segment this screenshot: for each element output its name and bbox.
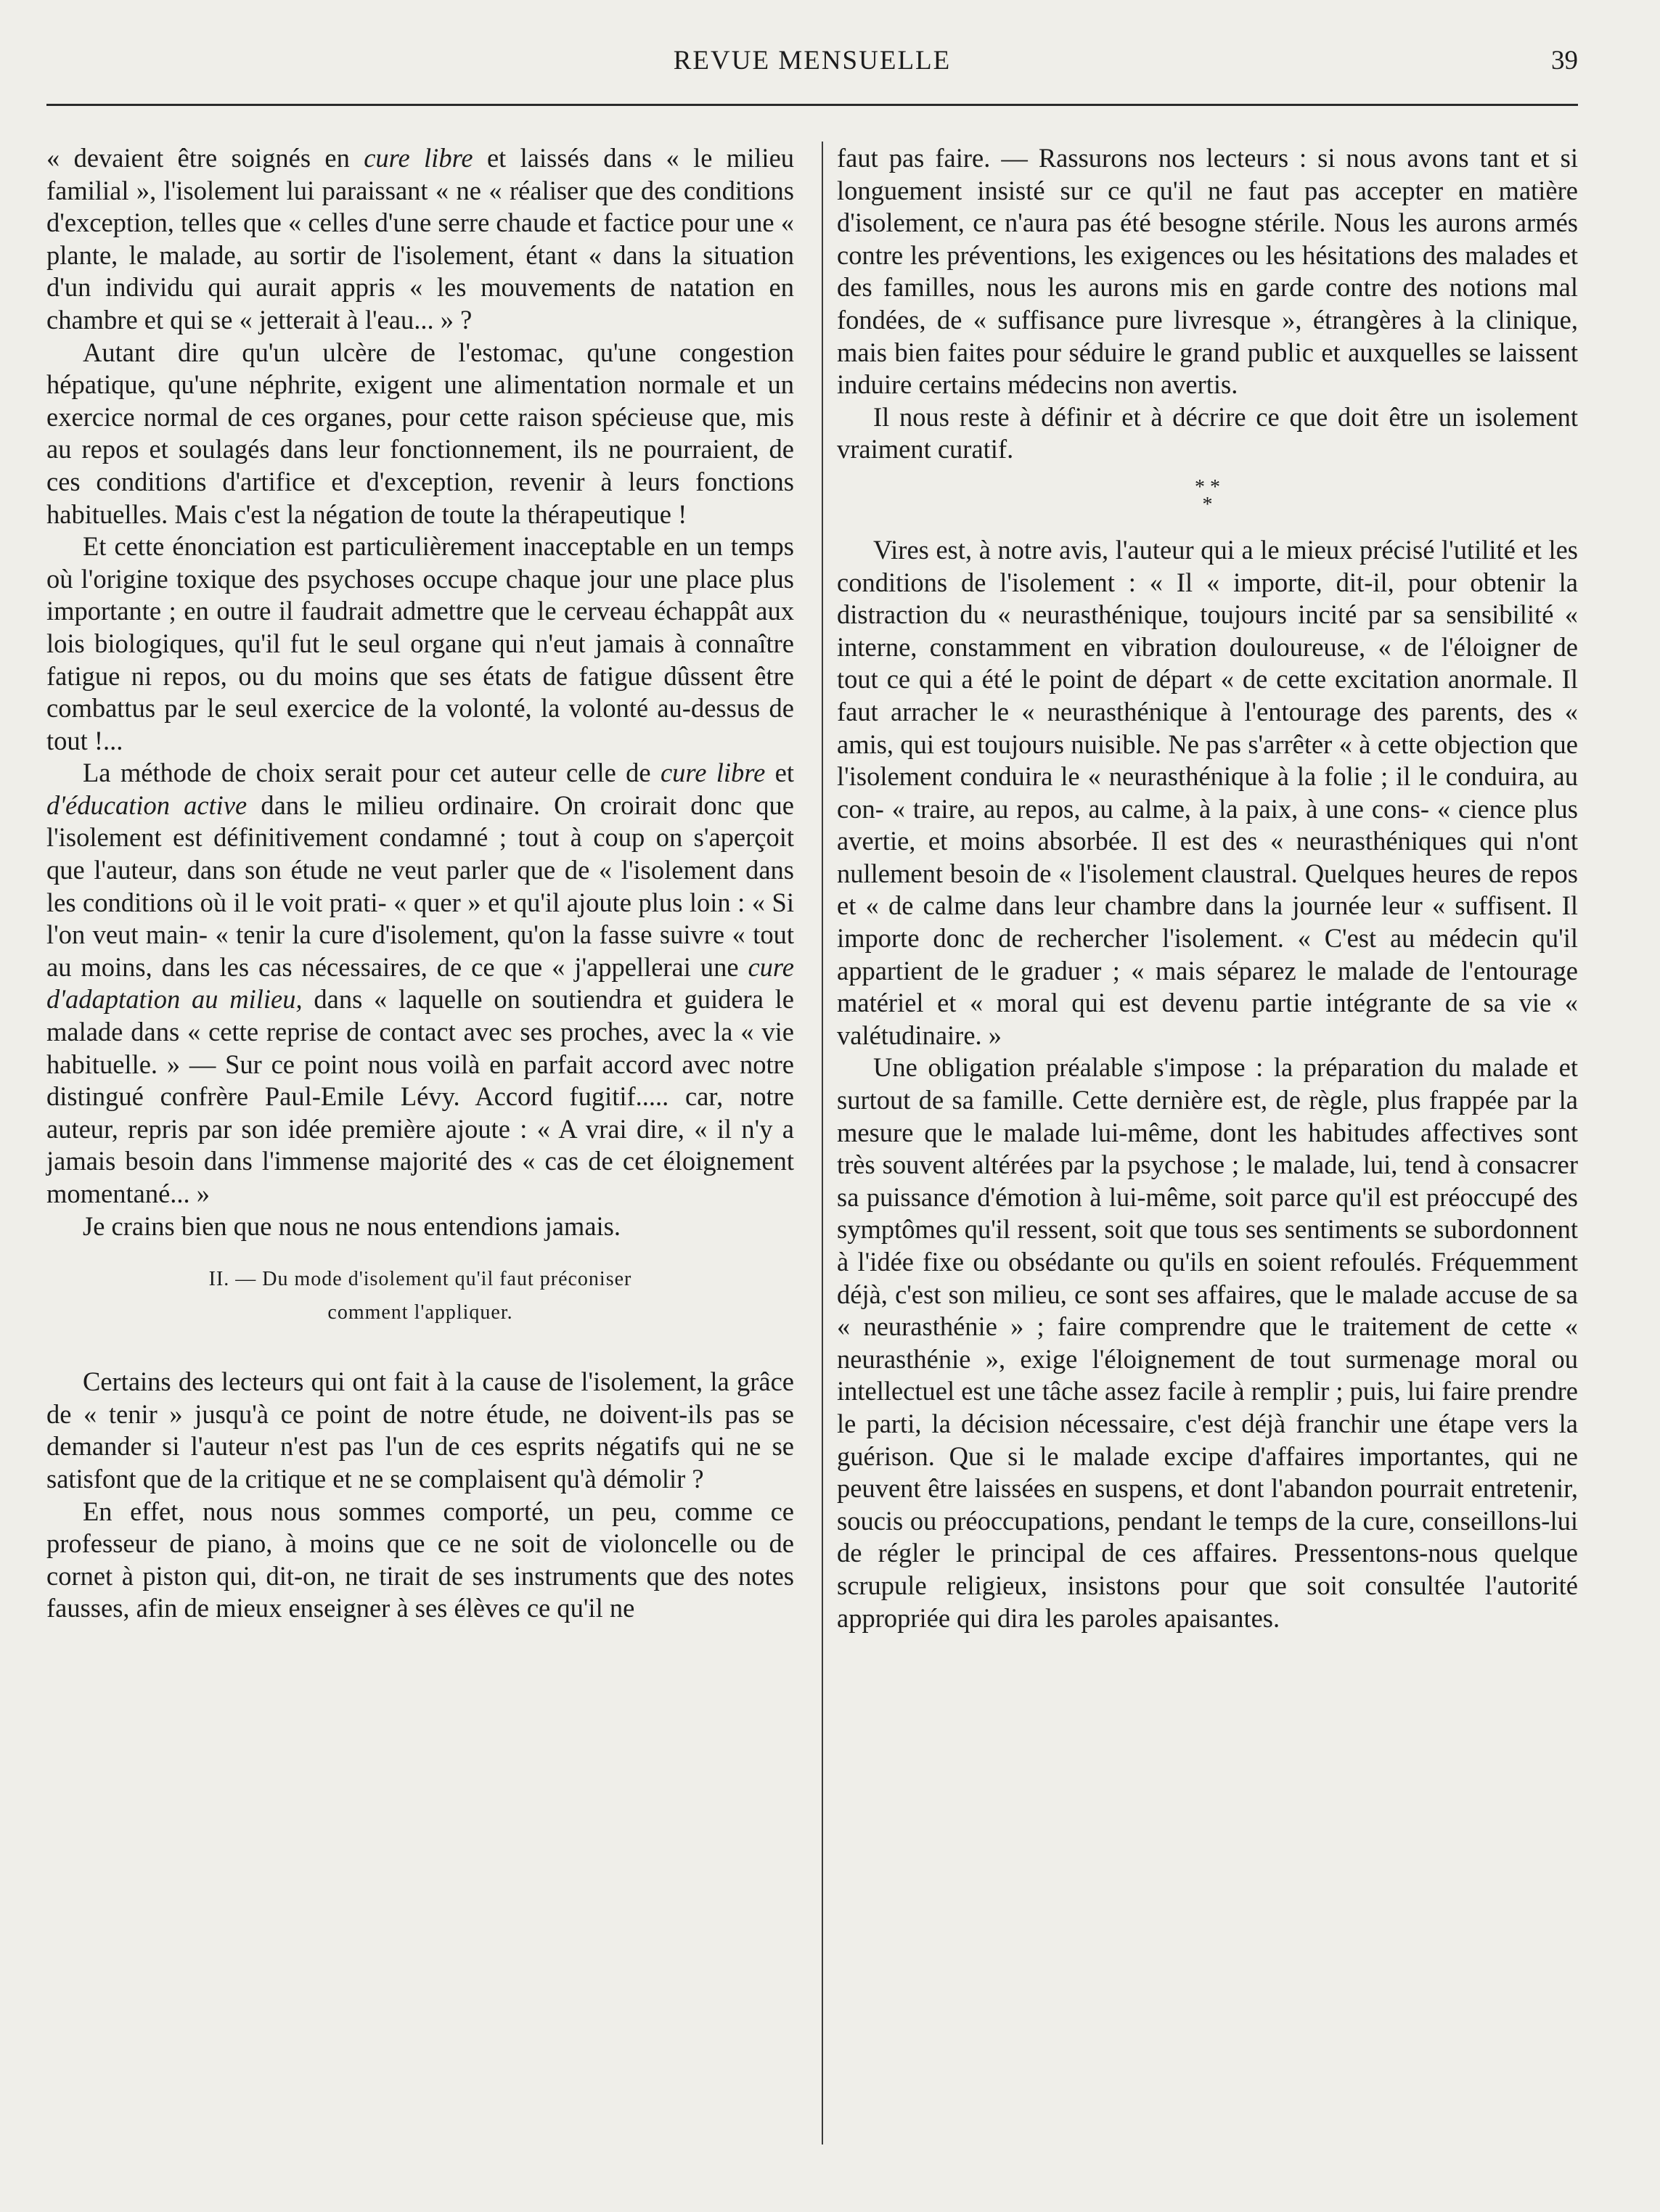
asterism: * * * — [1195, 475, 1220, 516]
paragraph-method-of-choice: La méthode de choix serait pour cet auteur celle de cure libre et d'éducation active dans le milieu ordinaire. On croirait donc que l'isolement est définitivement condamné ; tout à coup on s'aperçoit que l'auteur, dans son étude ne veut parler que de « l'isolement dans les conditions où il le voit prati- « quer » et qu'il ajoute plus loin : « Si l'on veut main- « tenir la cure d'isolement, qu'on la fasse suivre « tout au moins, dans les cas nécessaires, de ce que « j'appellerai une cure d'adaptation au milieu, dans « laquelle on soutiendra et guidera le malade dans « cette reprise de contact avec ses proches, avec la « vie habituelle. » — Sur ce point nous voilà en parfait accord avec notre distingué confrère Paul-Emile Lévy. Accord fugitif..... car, notre auteur, repris par son idée première ajoute : « A vrai dire, « il n'y a jamais besoin dans l'immense majorité des « cas de cet éloignement momentané... » — [46, 758, 795, 1208]
paragraph-never-agree: Je crains bien que nous ne nous entendions jamais. — [83, 1211, 621, 1241]
paragraph-toxic-origin: Et cette énonciation est particulièrement inacceptable en un temps où l'origine toxique des psychoses occupe chaque jour une place plus importante ; en outre il faudrait admettre que le cerveau échappât aux lois biologiques, qu'il fut le seul organe qui n'eut jamais à connaître fatigue ni repos, ou du moins que ses états de fatigue dûssent être combattus par le seul exercice de la volonté, la volonté au-dessus de tout !... — [46, 531, 794, 755]
paragraph-readers: Certains des lecteurs qui ont fait à la cause de l'isolement, la grâce de « tenir » jusqu'à ce point de notre étude, ne doivent-ils pas se demander si l'auteur n'est pas l'un de ces esprits négatifs qui ne se satisfont que de la critique et ne se complaisent qu'à démolir ? — [46, 1367, 794, 1494]
paragraph-reassure-readers: faut pas faire. — Rassurons nos lecteurs : si nous avons tant et si longuement insisté sur ce qu'il ne faut pas accepter en matière d'isolement, ce n'aura pas été besogne stérile. Nous les aurons armés contre les préventions, les exigences ou les hésitations des malades et des familles, nous les aurons mis en garde contre des notions mal fondées, de « suffisance pure livresque », étrangères à la clinique, mais bien faites pour séduire le grand public et auxquelles se laissent induire certains médecins non avertis. — [837, 143, 1578, 400]
paragraph-therapeutic: Autant dire qu'un ulcère de l'estomac, qu'une congestion hépatique, qu'une néphrite, exigent une alimentation normale et un exercice normal de ces organes, pour cette raison spécieuse que, mis au repos et soulagés dans leur fonctionnement, ils ne pourraient, de ces conditions d'artifice et d'exception, revenir à leurs fonctions habituelles. Mais c'est la négation de toute la thérapeutique ! — [46, 337, 794, 529]
paragraph-vires-quote: Vires est, à notre avis, l'auteur qui a le mieux précisé l'utilité et les conditions de l'isolement : « Il « importe, dit-il, pour obtenir la distraction du « neurasthénique, toujours incité par sa sensibilité « interne, constamment en vibration douloureuse, « de l'éloigner de tout ce qui a été le point de départ « de cette excitation anormale. Il faut arracher le « neurasthénique à l'entourage des parents, des « amis, qui est toujours nuisible. Ne pas s'arrêter « à cette objection que l'isolement conduira le « neurasthénique à la folie ; il le conduira, au con- « traire, au repos, au calme, à la paix, à une cons- « cience plus avertie, et moins absorbée. Il est des « neurasthéniques qui n'ont nullement besoin de « l'isolement claustral. Quelques heures de repos et « de calme dans leur chambre dans la journée leur « suffisent. Il importe donc de rechercher l'isolement. « C'est au médecin qu'il appartient de le graduer ; « mais séparez le malade de l'entourage matériel et « moral qui est devenu partie intégrante de sa vie « valétudinaire. » — [837, 534, 1578, 1050]
right-column — [837, 142, 1578, 2160]
paragraph-define-isolation: Il nous reste à définir et à décrire ce que doit être un isolement vraiment curatif. — [837, 401, 1578, 464]
column-divider — [822, 142, 823, 2145]
left-column — [46, 142, 794, 2160]
paragraph-piano-teacher: En effet, nous nous sommes comporté, un peu, comme ce professeur de piano, à moins que ce ne soit de violoncelle ou de cornet à piston qui, dit-on, ne tirait de ses instruments que des notes fausses, afin de mieux enseigner à ses élèves ce qu'il ne — [46, 1496, 794, 1623]
running-title: REVUE MENSUELLE — [673, 46, 952, 75]
paragraph-quote-continuation: « devaient être soignés en cure libre et laissés dans « le milieu familial », l'isolement lui paraissant « ne « réaliser que des conditions d'exception, telles que « celles d'une serre chaude et factice pour une « plante, le malade, au sortir de l'isolement, étant « dans la situation d'un individu qui aurait appris « les mouvements de natation en chambre et qui se « jetterait à l'eau... » ? — [46, 143, 795, 335]
header-rule — [46, 104, 1578, 106]
page-number: 39 — [1551, 46, 1578, 75]
running-head — [46, 45, 1578, 86]
section-heading: II. — Du mode d'isolement qu'il faut préconiser comment l'appliquer. — [208, 1268, 632, 1324]
paragraph-preliminary-obligation: Une obligation préalable s'impose : la préparation du malade et surtout de sa famille. Cette dernière est, de règle, plus frappée par la mesure que le malade lui-même, dont les habitudes affectives sont très souvent altérées par la psychose ; le malade, lui, tend à consacrer sa puissance d'émotion à lui-même, soit parce qu'il est préoccupé des symptômes qu'il ressent, soit que tous ses sentiments se subordonnent à l'idée fixe ou obsédante ou qu'ils en soient refoulés. Fréquemment déjà, c'est son milieu, ce sont ses affaires, que le malade accuse de sa « neurasthénie » ; faire comprendre que le traitement de cette « neurasthénie », exige l'éloignement de tout surmenage moral ou intellectuel est une tâche assez facile à remplir ; puis, lui faire prendre le parti, la décision nécessaire, c'est déjà franchir une étape vers la guérison. Que si le malade excipe d'affaires importantes, qui ne peuvent être laissées en suspens, et dont l'abandon pourrait entretenir, soucis ou préoccupations, pendant le temps de la cure, conseillons-lui de régler le principal de ces affaires. Pressentons-nous quelque scrupule religieux, insistons pour que soit consultée l'autorité appropriée qui dira les paroles apaisantes. — [837, 1052, 1578, 1633]
